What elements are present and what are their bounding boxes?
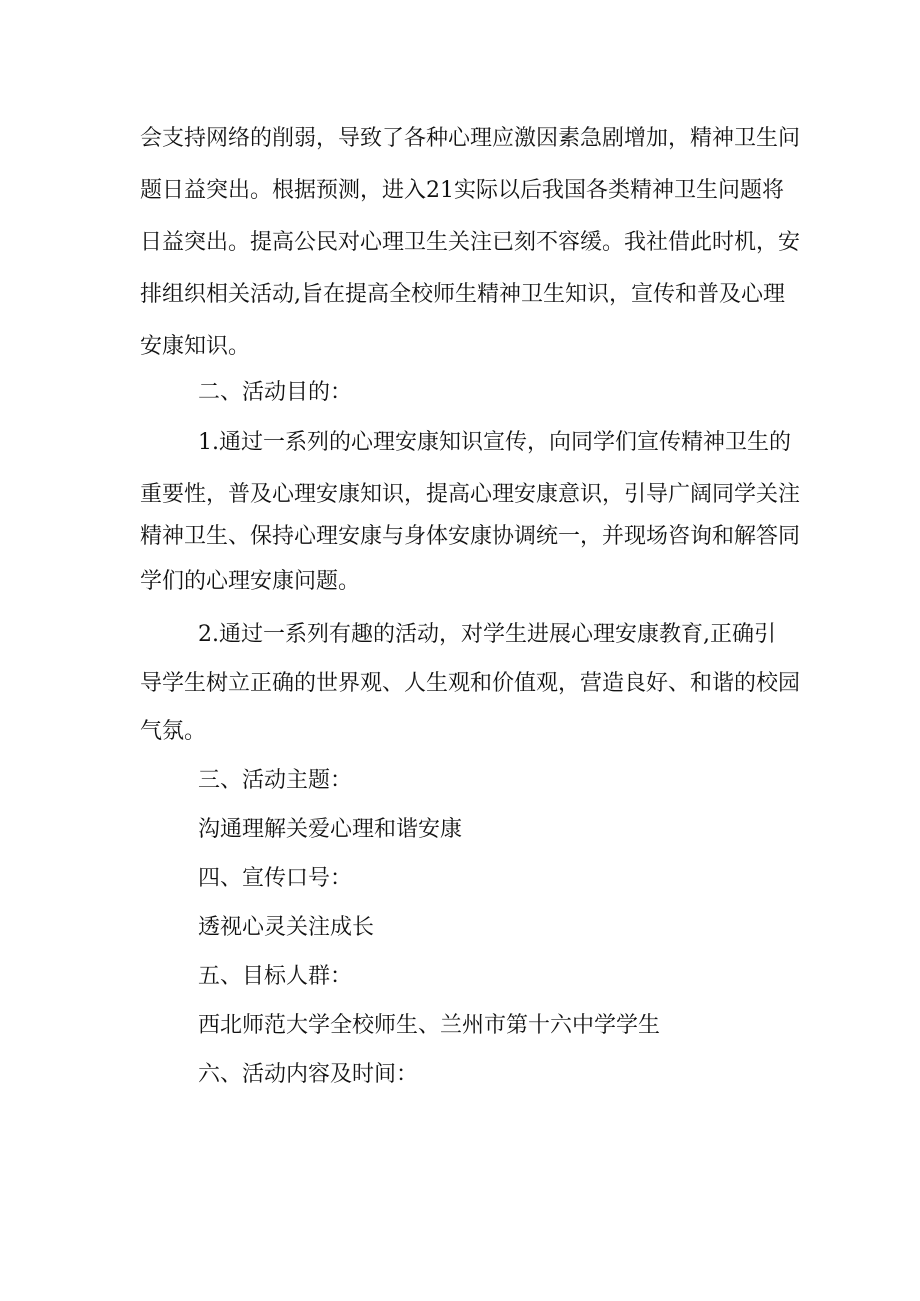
body-text-line: 学们的心理安康问题。 bbox=[140, 569, 361, 594]
section-heading: 二、活动目的： bbox=[198, 380, 353, 405]
section-heading: 六、活动内容及时间： bbox=[198, 1062, 419, 1087]
section-heading: 五、目标人群： bbox=[198, 964, 353, 989]
body-text-line: 安康知识。 bbox=[140, 334, 251, 359]
section-heading: 四、宣传口号： bbox=[198, 866, 353, 891]
body-text-line: 2.通过一系列有趣的活动，对学生进展心理安康教育,正确引 bbox=[198, 622, 776, 647]
body-text-line: 排组织相关活动,旨在提高全校师生精神卫生知识，宣传和普及心理 bbox=[140, 282, 785, 307]
body-text-line: 导学生树立正确的世界观、人生观和价值观，营造良好、和谐的校园 bbox=[140, 671, 801, 696]
section-content: 西北师范大学全校师生、兰州市第十六中学学生 bbox=[198, 1013, 661, 1038]
body-text-line: 气氛。 bbox=[140, 719, 207, 744]
section-heading: 三、活动主题： bbox=[198, 768, 353, 793]
body-text-line: 精神卫生、保持心理安康与身体安康协调统一，并现场咨询和解答同 bbox=[140, 524, 801, 549]
body-text-line: 日益突出。提高公民对心理卫生关注已刻不容缓。我社借此时机，安 bbox=[140, 230, 801, 255]
body-text-line: 会支持网络的削弱，导致了各种心理应激因素急剧增加，精神卫生问 bbox=[140, 126, 801, 151]
body-text-line: 题日益突出。根据预测，进入21实际以后我国各类精神卫生问题将 bbox=[140, 178, 784, 203]
section-content: 沟通理解关爱心理和谐安康 bbox=[198, 817, 463, 842]
body-text-line: 重要性，普及心理安康知识，提高心理安康意识，引导广阔同学关注 bbox=[140, 482, 801, 507]
body-text-line: 1.通过一系列的心理安康知识宣传，向同学们宣传精神卫生的 bbox=[198, 430, 791, 455]
section-content: 透视心灵关注成长 bbox=[198, 915, 375, 940]
